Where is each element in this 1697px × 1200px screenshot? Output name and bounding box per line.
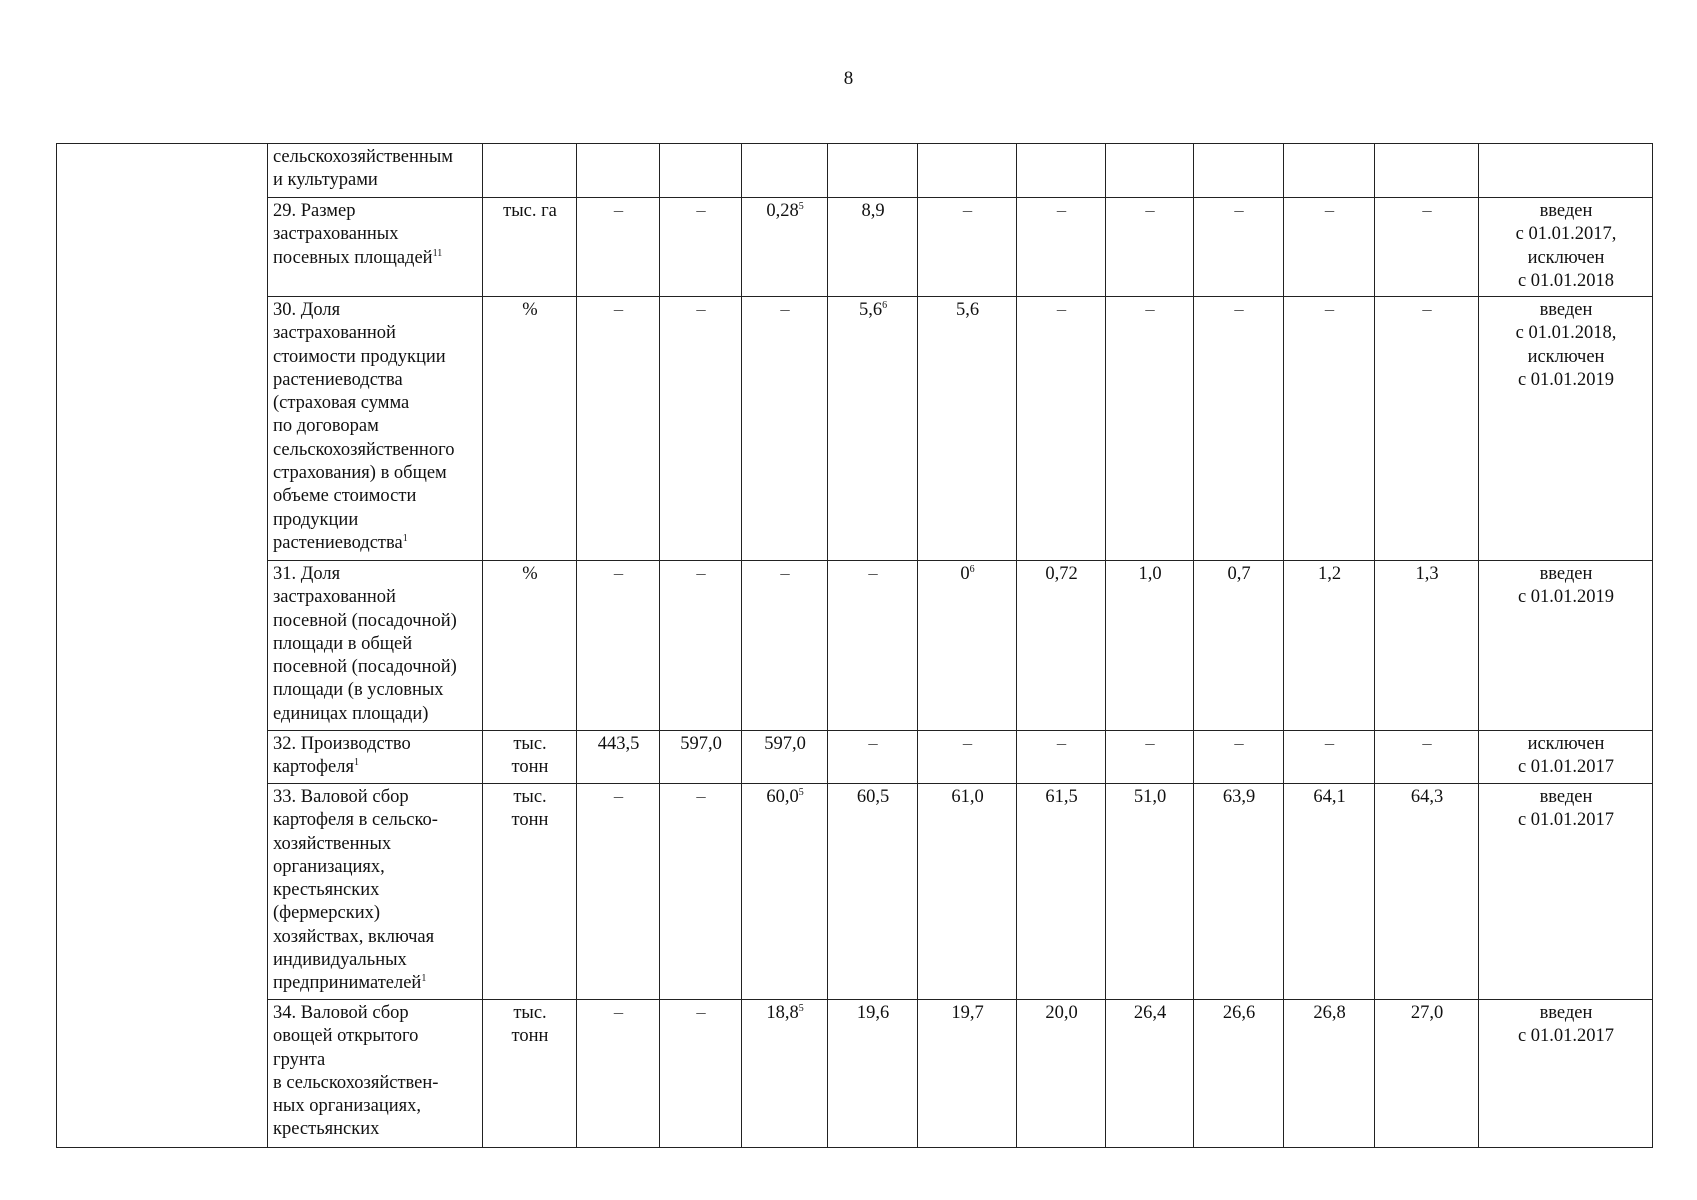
indicator-text: застрахованной bbox=[273, 587, 396, 608]
value-text: – bbox=[1422, 734, 1432, 754]
indicator-cell bbox=[268, 144, 483, 198]
value-text: – bbox=[1234, 300, 1244, 320]
indicator-text: 34. Валовой сбор bbox=[273, 1003, 409, 1023]
value-text: 18,8 bbox=[766, 1003, 799, 1023]
value-text: – bbox=[1056, 734, 1067, 754]
value-text: – bbox=[962, 734, 973, 754]
value-text: 0,72 bbox=[1045, 564, 1078, 584]
blank-left-column bbox=[57, 144, 268, 1148]
indicator-text: стоимости продукции bbox=[273, 346, 446, 367]
value-footnote: 6 bbox=[969, 563, 975, 575]
value-cell bbox=[1194, 144, 1284, 198]
indicator-cell bbox=[268, 198, 483, 297]
indicator-footnote: 1 bbox=[402, 532, 408, 544]
value-cell bbox=[1194, 561, 1284, 731]
value-cell bbox=[577, 731, 660, 784]
value-cell bbox=[1375, 731, 1479, 784]
value-cell bbox=[1375, 561, 1479, 731]
value-cell bbox=[660, 731, 742, 784]
indicator-text: организациях, bbox=[273, 856, 385, 877]
indicator-text: застрахованной bbox=[273, 323, 396, 344]
indicator-footnote: 1 bbox=[421, 973, 427, 985]
value-cell bbox=[918, 784, 1017, 1000]
value-cell bbox=[1106, 784, 1194, 1000]
value-text: – bbox=[868, 564, 878, 584]
indicator-text: (фермерских) bbox=[273, 903, 381, 924]
value-cell bbox=[1106, 198, 1194, 297]
value-text: – bbox=[1056, 300, 1067, 320]
indicator-text: сельскохозяйственным bbox=[273, 147, 453, 167]
value-cell bbox=[1194, 784, 1284, 1000]
value-cell bbox=[828, 561, 918, 731]
value-text: 64,3 bbox=[1410, 787, 1444, 807]
indicator-text: картофеля в сельско- bbox=[273, 810, 438, 831]
value-cell bbox=[828, 731, 918, 784]
value-cell bbox=[660, 561, 742, 731]
table-row bbox=[57, 297, 1653, 561]
value-footnote: 5 bbox=[798, 786, 804, 798]
value-cell bbox=[742, 561, 828, 731]
indicator-text: посевных площадей bbox=[273, 247, 433, 268]
value-cell bbox=[1284, 1000, 1375, 1148]
note-cell: введен с 01.01.2017, исключен с 01.01.2018 bbox=[1479, 198, 1653, 297]
indicator-text: посевной (посадочной) bbox=[273, 657, 457, 678]
value-text: 27,0 bbox=[1410, 1003, 1444, 1023]
value-text: 63,9 bbox=[1222, 787, 1256, 807]
indicator-text: 31. Доля bbox=[273, 564, 341, 584]
value-cell bbox=[1017, 198, 1106, 297]
value-text: – bbox=[780, 300, 790, 320]
value-footnote: 5 bbox=[798, 1002, 804, 1014]
note-cell: введен с 01.01.2019 bbox=[1479, 561, 1653, 731]
indicator-text: площади в общей bbox=[273, 633, 413, 654]
value-text: 20,0 bbox=[1045, 1003, 1078, 1023]
indicators-table bbox=[56, 143, 1653, 1148]
value-cell bbox=[1375, 784, 1479, 1000]
value-text: – bbox=[1422, 300, 1432, 320]
value-text: – bbox=[696, 1003, 706, 1023]
value-cell bbox=[1017, 561, 1106, 731]
value-cell bbox=[1017, 297, 1106, 561]
value-cell bbox=[1106, 731, 1194, 784]
value-cell bbox=[742, 731, 828, 784]
value-footnote: 6 bbox=[882, 299, 888, 311]
value-text: – bbox=[1145, 734, 1155, 754]
indicator-text: сельскохозяйственного bbox=[273, 439, 455, 460]
value-cell bbox=[1194, 1000, 1284, 1148]
indicator-text: крестьянских bbox=[273, 1119, 380, 1140]
value-cell bbox=[660, 198, 742, 297]
table-row bbox=[57, 1000, 1653, 1148]
value-text: – bbox=[1145, 201, 1155, 221]
note-cell: исключен с 01.01.2017 bbox=[1479, 731, 1653, 784]
value-cell bbox=[1106, 1000, 1194, 1148]
value-cell bbox=[577, 561, 660, 731]
value-cell bbox=[918, 561, 1017, 731]
value-text: – bbox=[780, 564, 790, 584]
indicator-text: крестьянских bbox=[273, 880, 380, 901]
note-cell bbox=[1479, 144, 1653, 198]
value-cell bbox=[1106, 561, 1194, 731]
value-cell bbox=[918, 297, 1017, 561]
value-cell bbox=[742, 297, 828, 561]
value-cell bbox=[1106, 297, 1194, 561]
value-text: 1,0 bbox=[1138, 564, 1162, 584]
value-text: 597,0 bbox=[680, 734, 722, 754]
value-cell bbox=[742, 144, 828, 198]
value-text: – bbox=[962, 201, 973, 221]
indicator-text: 32. Производство bbox=[273, 734, 411, 754]
value-cell bbox=[660, 297, 742, 561]
indicator-text: индивидуальных bbox=[273, 950, 407, 971]
indicator-text: картофеля bbox=[273, 757, 354, 778]
indicator-text: продукции bbox=[273, 509, 359, 530]
value-cell bbox=[660, 144, 742, 198]
value-cell bbox=[1194, 198, 1284, 297]
indicator-cell bbox=[268, 731, 483, 784]
table-body bbox=[57, 144, 1653, 1148]
value-text: 0,7 bbox=[1227, 564, 1251, 584]
value-text: 8,9 bbox=[861, 201, 885, 221]
value-text: 5,6 bbox=[858, 300, 883, 320]
value-cell bbox=[1017, 784, 1106, 1000]
value-text: – bbox=[696, 300, 706, 320]
value-text: 60,0 bbox=[766, 787, 799, 807]
value-cell bbox=[1017, 144, 1106, 198]
value-cell bbox=[828, 297, 918, 561]
unit-cell: тыс. тонн bbox=[483, 1000, 577, 1148]
value-cell bbox=[660, 784, 742, 1000]
value-cell bbox=[1375, 297, 1479, 561]
value-cell bbox=[1284, 561, 1375, 731]
indicator-cell bbox=[268, 784, 483, 1000]
value-text: 26,6 bbox=[1222, 1003, 1256, 1023]
value-cell bbox=[742, 198, 828, 297]
unit-cell: % bbox=[483, 561, 577, 731]
value-text: – bbox=[1234, 734, 1244, 754]
indicator-text: площади (в условных bbox=[273, 680, 444, 701]
unit-cell: % bbox=[483, 297, 577, 561]
value-text: – bbox=[1145, 300, 1155, 320]
indicator-text: овощей открытого bbox=[273, 1026, 419, 1047]
value-text: – bbox=[613, 787, 624, 807]
indicator-cell bbox=[268, 561, 483, 731]
value-cell bbox=[1017, 1000, 1106, 1148]
indicator-cell bbox=[268, 297, 483, 561]
value-text: – bbox=[1324, 201, 1335, 221]
indicator-text: по договорам bbox=[273, 416, 379, 437]
value-text: – bbox=[613, 300, 624, 320]
value-text: 51,0 bbox=[1133, 787, 1167, 807]
value-cell bbox=[742, 784, 828, 1000]
indicator-text: единицах площади) bbox=[273, 703, 429, 724]
value-text: 1,2 bbox=[1317, 564, 1342, 584]
value-cell bbox=[1284, 731, 1375, 784]
value-cell bbox=[1375, 144, 1479, 198]
value-cell bbox=[828, 1000, 918, 1148]
table-row bbox=[57, 731, 1653, 784]
value-text: 64,1 bbox=[1313, 787, 1346, 807]
value-cell bbox=[918, 144, 1017, 198]
value-cell bbox=[1017, 731, 1106, 784]
note-cell: введен с 01.01.2018, исключен с 01.01.2019 bbox=[1479, 297, 1653, 561]
indicator-text: хозяйствах, включая bbox=[273, 926, 435, 947]
value-text: – bbox=[613, 201, 624, 221]
value-text: 19,6 bbox=[856, 1003, 890, 1023]
note-cell: введен с 01.01.2017 bbox=[1479, 784, 1653, 1000]
value-cell bbox=[1284, 784, 1375, 1000]
indicator-text: (страховая сумма bbox=[273, 393, 410, 414]
value-text: – bbox=[696, 564, 706, 584]
value-cell bbox=[577, 784, 660, 1000]
value-text: – bbox=[1324, 734, 1335, 754]
indicator-text: предпринимателей bbox=[273, 973, 422, 994]
value-cell bbox=[577, 198, 660, 297]
value-cell bbox=[1194, 297, 1284, 561]
value-cell bbox=[1284, 198, 1375, 297]
indicator-text: ных организациях, bbox=[273, 1096, 422, 1117]
unit-cell: тыс. тонн bbox=[483, 731, 577, 784]
value-cell bbox=[1194, 731, 1284, 784]
value-text: – bbox=[613, 1003, 624, 1023]
value-cell bbox=[577, 1000, 660, 1148]
indicator-text: застрахованных bbox=[273, 224, 399, 245]
value-text: 597,0 bbox=[764, 734, 806, 754]
value-cell bbox=[1106, 144, 1194, 198]
value-text: 0 bbox=[960, 564, 970, 584]
indicator-text: в сельскохозяйствен- bbox=[273, 1072, 439, 1093]
value-cell bbox=[828, 784, 918, 1000]
table-row bbox=[57, 784, 1653, 1000]
value-text: 0,28 bbox=[766, 201, 799, 221]
value-text: – bbox=[696, 787, 706, 807]
unit-cell: тыс. га bbox=[483, 198, 577, 297]
unit-cell bbox=[483, 144, 577, 198]
indicator-text: объеме стоимости bbox=[273, 486, 417, 507]
value-text: 19,7 bbox=[951, 1003, 984, 1023]
value-cell bbox=[828, 198, 918, 297]
value-text: – bbox=[1056, 201, 1067, 221]
indicator-cell bbox=[268, 1000, 483, 1148]
value-cell bbox=[1284, 144, 1375, 198]
indicator-footnote: 11 bbox=[432, 247, 443, 259]
indicator-text: и культурами bbox=[273, 170, 378, 191]
value-text: – bbox=[1422, 201, 1432, 221]
value-text: – bbox=[1324, 300, 1335, 320]
note-cell: введен с 01.01.2017 bbox=[1479, 1000, 1653, 1148]
table-row bbox=[57, 144, 1653, 198]
value-text: 61,0 bbox=[951, 787, 984, 807]
value-text: – bbox=[613, 564, 624, 584]
indicator-text: хозяйственных bbox=[273, 833, 392, 854]
value-cell bbox=[828, 144, 918, 198]
value-cell bbox=[660, 1000, 742, 1148]
indicator-text: грунта bbox=[273, 1049, 326, 1070]
value-cell bbox=[577, 144, 660, 198]
indicator-text: посевной (посадочной) bbox=[273, 610, 457, 631]
value-cell bbox=[918, 198, 1017, 297]
indicator-footnote: 1 bbox=[353, 757, 359, 769]
value-text: – bbox=[696, 201, 706, 221]
value-text: 443,5 bbox=[597, 734, 640, 754]
value-cell bbox=[918, 1000, 1017, 1148]
value-text: 5,6 bbox=[955, 300, 980, 320]
value-text: 60,5 bbox=[856, 787, 890, 807]
indicator-text: страхования) в общем bbox=[273, 463, 447, 484]
table-row bbox=[57, 561, 1653, 731]
indicator-text: растениеводства bbox=[273, 532, 403, 553]
value-cell bbox=[742, 1000, 828, 1148]
value-text: 26,4 bbox=[1133, 1003, 1167, 1023]
table-row bbox=[57, 198, 1653, 297]
value-cell bbox=[918, 731, 1017, 784]
page-number: 8 bbox=[843, 68, 854, 89]
value-cell bbox=[1375, 1000, 1479, 1148]
value-cell bbox=[577, 297, 660, 561]
value-footnote: 5 bbox=[798, 200, 804, 212]
value-text: 1,3 bbox=[1415, 564, 1439, 584]
indicator-text: 29. Размер bbox=[273, 201, 356, 221]
unit-cell: тыс. тонн bbox=[483, 784, 577, 1000]
value-text: – bbox=[1234, 201, 1244, 221]
indicator-text: растениеводства bbox=[273, 369, 403, 390]
indicator-text: 30. Доля bbox=[273, 300, 341, 320]
value-text: 61,5 bbox=[1045, 787, 1078, 807]
value-cell bbox=[1375, 198, 1479, 297]
indicator-text: 33. Валовой сбор bbox=[273, 787, 409, 807]
value-text: 26,8 bbox=[1313, 1003, 1346, 1023]
value-text: – bbox=[868, 734, 878, 754]
value-cell bbox=[1284, 297, 1375, 561]
